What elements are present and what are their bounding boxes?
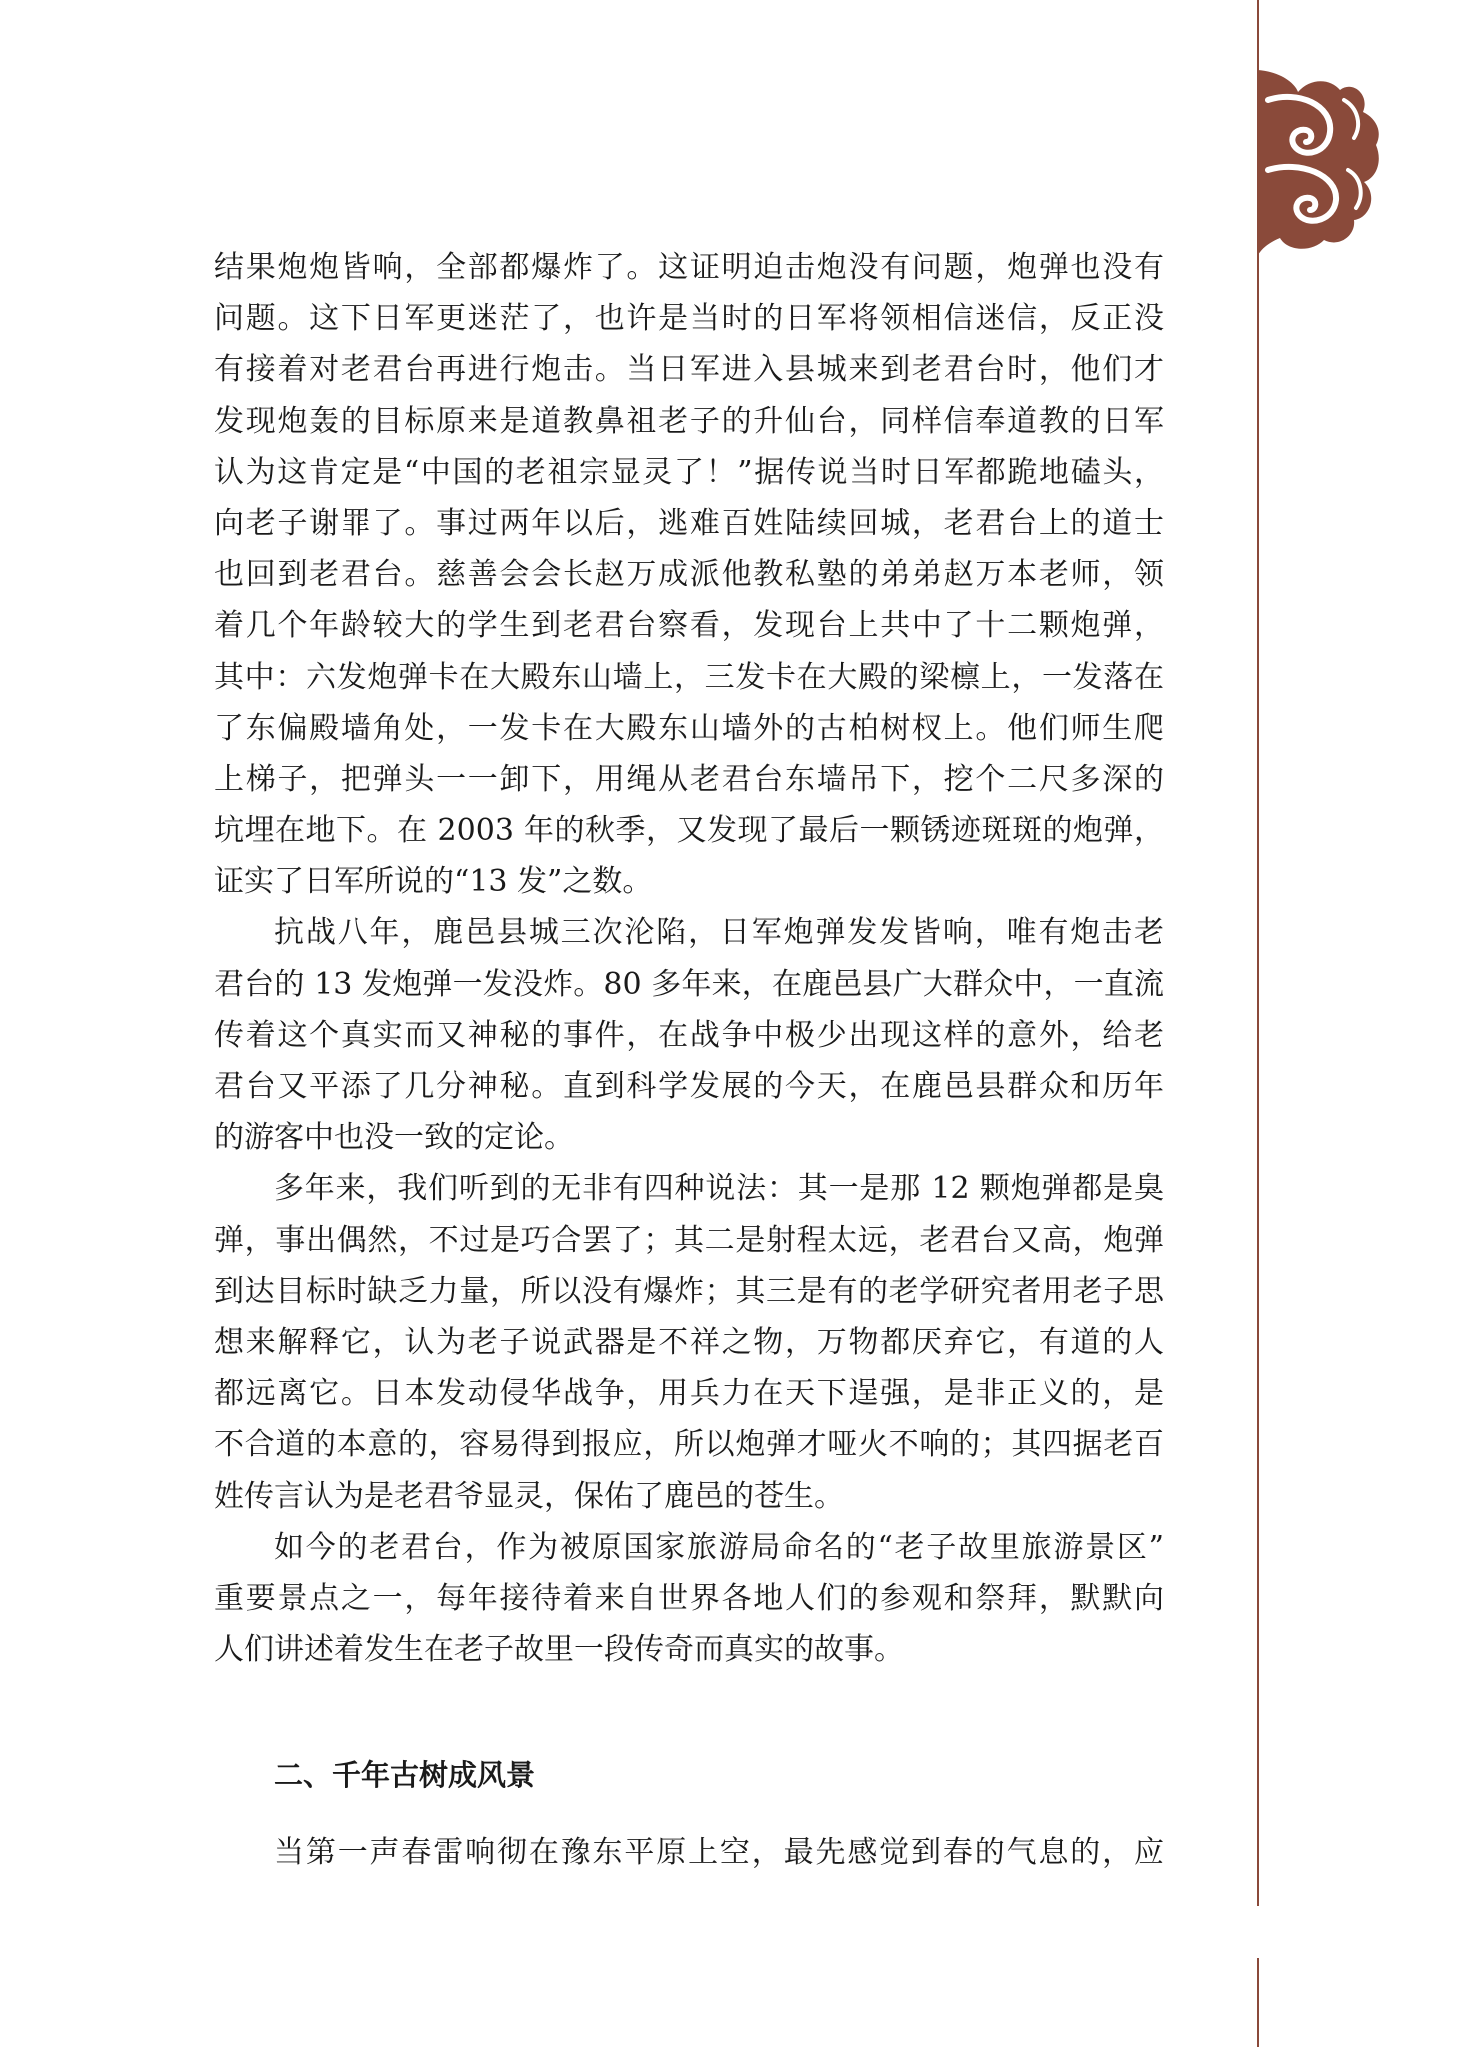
text-line: 君台的 13 发炮弹一发没炸。80 多年来，在鹿邑县广大群众中，一直流 [214, 966, 1164, 1002]
text-line: 认为这肯定是“中国的老祖宗显灵了！”据传说当时日军都跪地磕头， [214, 454, 1164, 490]
text-line: 结果炮炮皆响，全部都爆炸了。这证明迫击炮没有问题，炮弹也没有 [214, 250, 1164, 285]
text-line: 当第一声春雷响彻在豫东平原上空，最先感觉到春的气息的，应 [274, 1835, 1164, 1870]
text-line: 也回到老君台。慈善会会长赵万成派他教私塾的弟弟赵万本老师，领 [214, 557, 1164, 593]
text-line: 想来解释它，认为老子说武器是不祥之物，万物都厌弃它，有道的人 [214, 1324, 1164, 1360]
text-line: 坑埋在地下。在 2003 年的秋季，又发现了最后一颗锈迹斑斑的炮弹， [214, 813, 1164, 849]
text-line: 姓传言认为是老君爷显灵，保佑了鹿邑的苍生。 [214, 1478, 844, 1514]
text-line: 问题。这下日军更迷茫了，也许是当时的日军将领相信迷信，反正没 [214, 301, 1164, 337]
section-heading: 二、千年古树成风景 [274, 1758, 536, 1792]
text-line: 抗战八年，鹿邑县城三次沦陷，日军炮弹发发皆响，唯有炮击老 [274, 915, 1164, 951]
text-line: 证实了日军所说的“13 发”之数。 [214, 864, 653, 900]
text-line: 都远离它。日本发动侵华战争，用兵力在天下逞强，是非正义的，是 [214, 1376, 1164, 1412]
text-line: 弹，事出偶然，不过是巧合罢了；其二是射程太远，老君台又高，炮弹 [214, 1222, 1164, 1258]
cloud-scroll-icon [1258, 70, 1383, 255]
body-text [214, 242, 1164, 1675]
text-line: 重要景点之一，每年接待着来自世界各地人们的参观和祭拜，默默向 [214, 1580, 1164, 1616]
text-line: 到达目标时缺乏力量，所以没有爆炸；其三是有的老学研究者用老子思 [214, 1273, 1164, 1309]
text-line: 如今的老君台，作为被原国家旅游局命名的“老子故里旅游景区” [274, 1529, 1164, 1565]
text-line: 向老子谢罪了。事过两年以后，逃难百姓陆续回城，老君台上的道士 [214, 505, 1164, 541]
text-line: 着几个年龄较大的学生到老君台察看，发现台上共中了十二颗炮弹， [214, 608, 1164, 644]
text-line: 发现炮轰的目标原来是道教鼻祖老子的升仙台，同样信奉道教的日军 [214, 403, 1164, 439]
text-line: 君台又平添了几分神秘。直到科学发展的今天，在鹿邑县群众和历年 [214, 1069, 1164, 1104]
text-line: 不合道的本意的，容易得到报应，所以炮弹才哑火不响的；其四据老百 [214, 1427, 1164, 1463]
text-line: 人们讲述着发生在老子故里一段传奇而真实的故事。 [214, 1632, 904, 1668]
text-line: 有接着对老君台再进行炮击。当日军进入县城来到老君台时，他们才 [214, 352, 1164, 388]
text-line: 多年来，我们听到的无非有四种说法：其一是那 12 颗炮弹都是臭 [274, 1171, 1164, 1207]
text-line: 的游客中也没一致的定论。 [214, 1120, 574, 1156]
margin-rule-top [1257, 0, 1259, 1906]
text-line: 上梯子，把弹头一一卸下，用绳从老君台东墙吊下，挖个二尺多深的 [214, 761, 1164, 797]
margin-rule-bottom [1257, 1958, 1259, 2047]
text-line: 了东偏殿墙角处，一发卡在大殿东山墙外的古柏树杈上。他们师生爬 [214, 710, 1164, 746]
text-line: 其中：六发炮弹卡在大殿东山墙上，三发卡在大殿的梁檩上，一发落在 [214, 659, 1164, 695]
text-line: 传着这个真实而又神秘的事件，在战争中极少出现这样的意外，给老 [214, 1017, 1164, 1053]
